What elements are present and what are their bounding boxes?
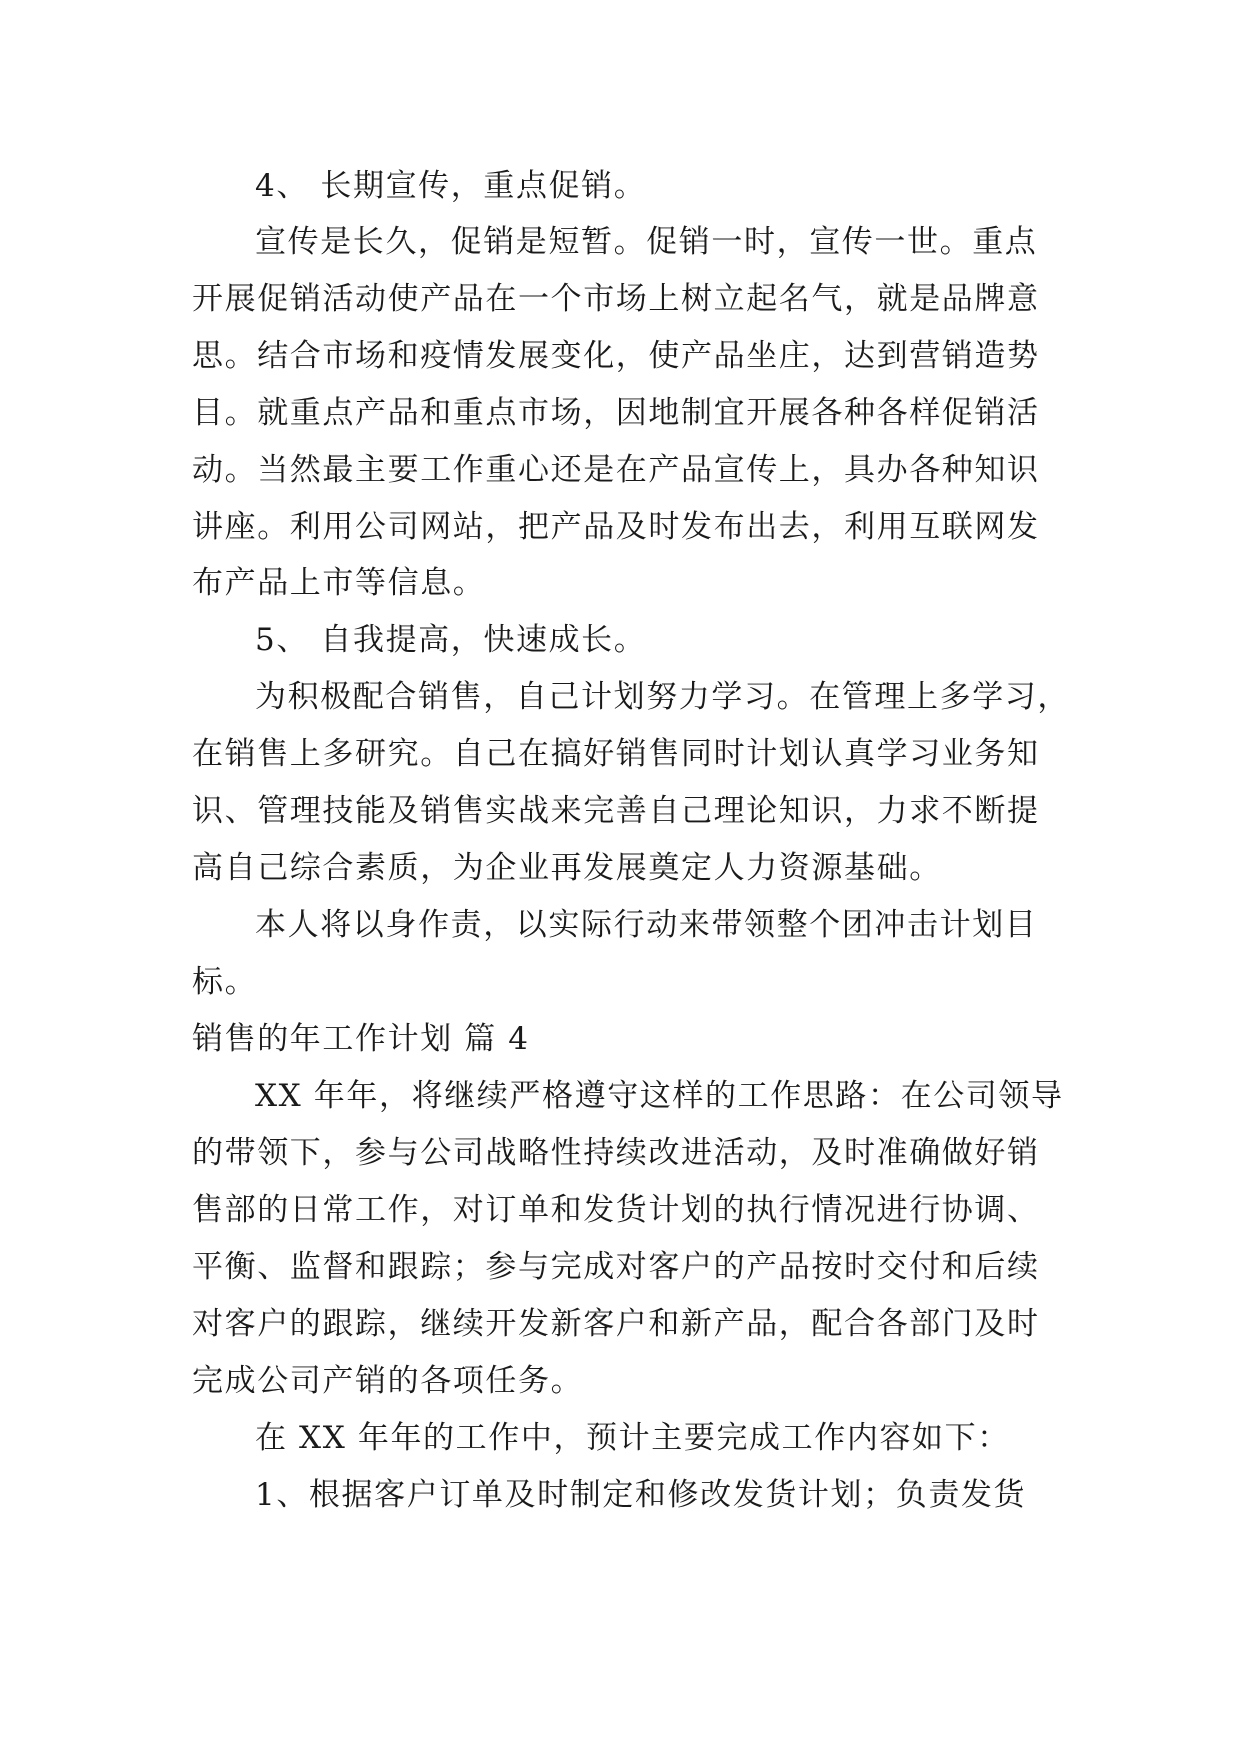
paragraph-line: 平衡、监督和跟踪；参与完成对客户的产品按时交付和后续 — [192, 1249, 1040, 1285]
paragraph-line: 在 XX 年年的工作中，预计主要完成工作内容如下： — [255, 1420, 1010, 1456]
paragraph-line: 讲座。利用公司网站，把产品及时发布出去，利用互联网发 — [192, 509, 1040, 545]
paragraph-line: 动。当然最主要工作重心还是在产品宣传上，具办各种知识 — [192, 452, 1040, 488]
paragraph-line: 标。 — [192, 964, 258, 1000]
paragraph-line: 宣传是长久，促销是短暂。促销一时，宣传一世。重点 — [255, 224, 1038, 260]
paragraph-line: 高自己综合素质，为企业再发展奠定人力资源基础。 — [192, 850, 942, 886]
paragraph-line: 对客户的跟踪，继续开发新客户和新产品，配合各部门及时 — [192, 1306, 1040, 1342]
paragraph-line: 布产品上市等信息。 — [192, 565, 486, 601]
paragraph-line: 目。就重点产品和重点市场，因地制宜开展各种各样促销活 — [192, 395, 1040, 431]
paragraph-line: 开展促销活动使产品在一个市场上树立起名气，就是品牌意 — [192, 281, 1040, 317]
list-heading-4: 4、 长期宣传，重点促销。 — [255, 168, 647, 204]
paragraph-line: 1、根据客户订单及时制定和修改发货计划；负责发货 — [255, 1477, 1027, 1513]
paragraph-line: 完成公司产销的各项任务。 — [192, 1363, 584, 1399]
paragraph-line: 识、管理技能及销售实战来完善自己理论知识，力求不断提 — [192, 793, 1040, 829]
paragraph-line: 的带领下，参与公司战略性持续改进活动，及时准确做好销 — [192, 1135, 1040, 1171]
paragraph-line: XX 年年，将继续严格遵守这样的工作思路：在公司领导 — [255, 1078, 1064, 1114]
list-heading-5: 5、 自我提高，快速成长。 — [255, 622, 647, 658]
paragraph-line: 售部的日常工作，对订单和发货计划的执行情况进行协调、 — [192, 1192, 1040, 1228]
paragraph-line: 在销售上多研究。自己在搞好销售同时计划认真学习业务知 — [192, 736, 1040, 772]
section-title: 销售的年工作计划 篇 4 — [192, 1021, 530, 1057]
paragraph-line: 为积极配合销售，自己计划努力学习。在管理上多学习， — [255, 679, 1070, 715]
paragraph-line: 本人将以身作责，以实际行动来带领整个团冲击计划目 — [255, 907, 1038, 943]
paragraph-line: 思。结合市场和疫情发展变化，使产品坐庄，达到营销造势 — [192, 338, 1040, 374]
